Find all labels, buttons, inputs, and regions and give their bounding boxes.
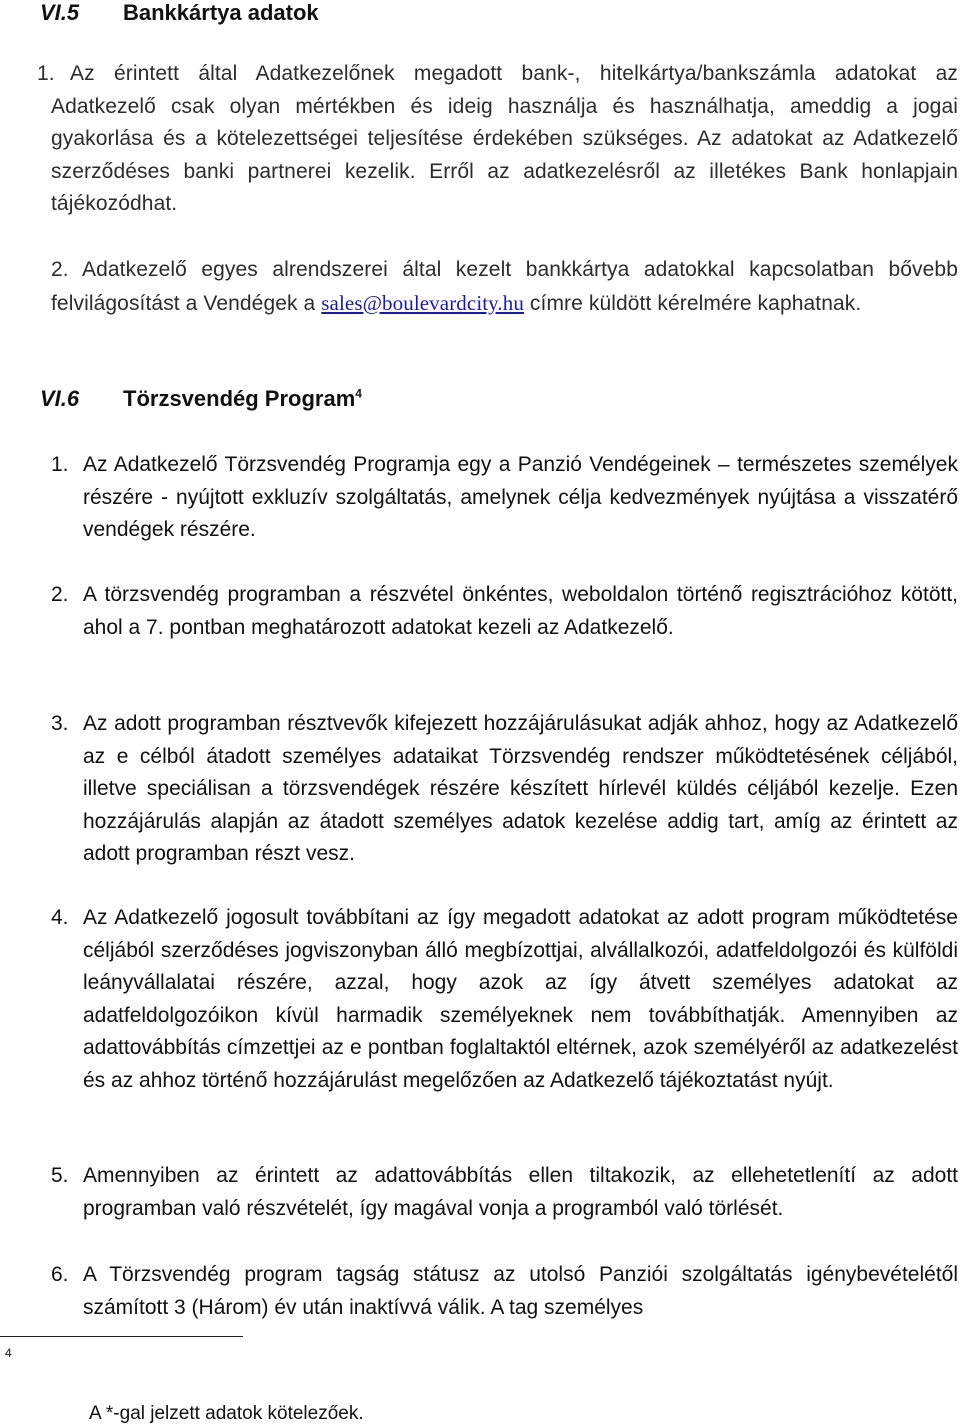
item-label: 2. <box>51 583 69 606</box>
list-item-6 <box>51 1259 958 1324</box>
section-number: VI.5 <box>40 0 80 25</box>
item-label: 2. <box>51 258 69 281</box>
section-title <box>123 386 362 412</box>
item-label: 6. <box>51 1263 69 1286</box>
item-text: Az Adatkezelő Törzsvendég Programja egy a Panzió Vendégeinek – természetes személyek részére - nyújtott exkluzív szolgáltatás, amelynek célja kedvezmények nyújtása a visszatérő vendégek részére. <box>83 453 958 541</box>
list-item-2 <box>51 579 958 644</box>
section-number: VI.6 <box>40 386 80 411</box>
paragraph-bank-2 <box>51 254 958 320</box>
section-title: Bankkártya adatok <box>123 0 319 25</box>
item-text: A törzsvendég programban a részvétel önkéntes, weboldalon történő regisztrációhoz kötött, ahol a 7. pontban meghatározott adatokat kezeli az Adatkezelő. <box>83 583 958 639</box>
item-label: 5. <box>51 1164 69 1187</box>
item-text: Az érintett által Adatkezelőnek megadott bank-, hitelkártya/bankszámla adatokat az Adatkezelő csak olyan mértékben és ideig használja és használhatja, ameddig a jogai gyakorlása és a kötelezettségei teljesítése érdekében szükséges. Az adatokat az Adatkezelő szerződéses banki partnerei kezelik. Erről az adatkezelésről az illetékes Bank honlapjain tájékozódhat. <box>51 62 958 215</box>
footnote-text: A *-gal jelzett adatok kötelezőek. <box>89 1403 364 1424</box>
email-link[interactable]: sales@boulevardcity.hu <box>321 290 524 315</box>
list-item-5 <box>51 1160 958 1225</box>
list-item-4 <box>51 902 958 1097</box>
footnote-reference: 4 <box>355 386 362 401</box>
item-label: 3. <box>51 712 69 735</box>
item-text-before: Adatkezelő egyes alrendszerei által kezelt bankkártya adatokkal kapcsolatban bővebb felvilágosítást a Vendégek a <box>51 258 958 315</box>
item-label: 1. <box>37 62 55 85</box>
section-heading-bankkartya <box>40 0 940 28</box>
footnote-separator <box>0 1336 243 1337</box>
paragraph-bank-1 <box>37 58 958 221</box>
section-title-text: Törzsvendég Program <box>123 386 356 411</box>
item-label: 1. <box>51 453 69 476</box>
item-text: Amennyiben az érintett az adattovábbítás ellen tiltakozik, az ellehetetlenítí az adott programban való részvételét, így magával vonja a programból való törlését. <box>83 1164 958 1220</box>
item-text: Az adott programban résztvevők kifejezett hozzájárulásukat adják ahhoz, hogy az Adatkezelő az e célból átadott személyes adataikat Törzsvendég rendszer működtetésének céljából, illetve speciálisan a törzsvendégek részére készített hírlevél küldés céljából kezelje. Ezen hozzájárulás alapján az átadott személyes adatok kezelése addig tart, amíg az érintett az adott programban részt vesz. <box>83 712 958 865</box>
list-item-3 <box>51 708 958 871</box>
list-item-1 <box>51 449 958 547</box>
item-text: Az Adatkezelő jogosult továbbítani az így megadott adatokat az adott program működtetése céljából szerződéses jogviszonyban álló megbízottjai, alvállalkozói, adatfeldolgozói és külföldi leányvállalatai részére, azzal, hogy azok az így átvett személyes adatokat az adatfeldolgozóikon kívül harmadik személyeknek nem továbbíthatják. Amennyiben az adattovábbítás címzettjei az e pontban foglaltaktól eltérnek, azok személyéről az adatkezelést és az ahhoz történő hozzájárulást megelőzően az Adatkezelő tájékoztatást nyújt. <box>83 906 958 1092</box>
item-text-after: címre küldött kérelmére kaphatnak. <box>529 291 862 315</box>
item-text: A Törzsvendég program tagság státusz az utolsó Panziói szolgáltatás igénybevételétől számított 3 (Három) év után inaktívvá válik. A tag személyes <box>83 1263 958 1319</box>
section-heading-torzsvendeg <box>40 386 940 416</box>
item-label: 4. <box>51 906 69 929</box>
footnote-marker: 4 <box>5 1346 12 1360</box>
